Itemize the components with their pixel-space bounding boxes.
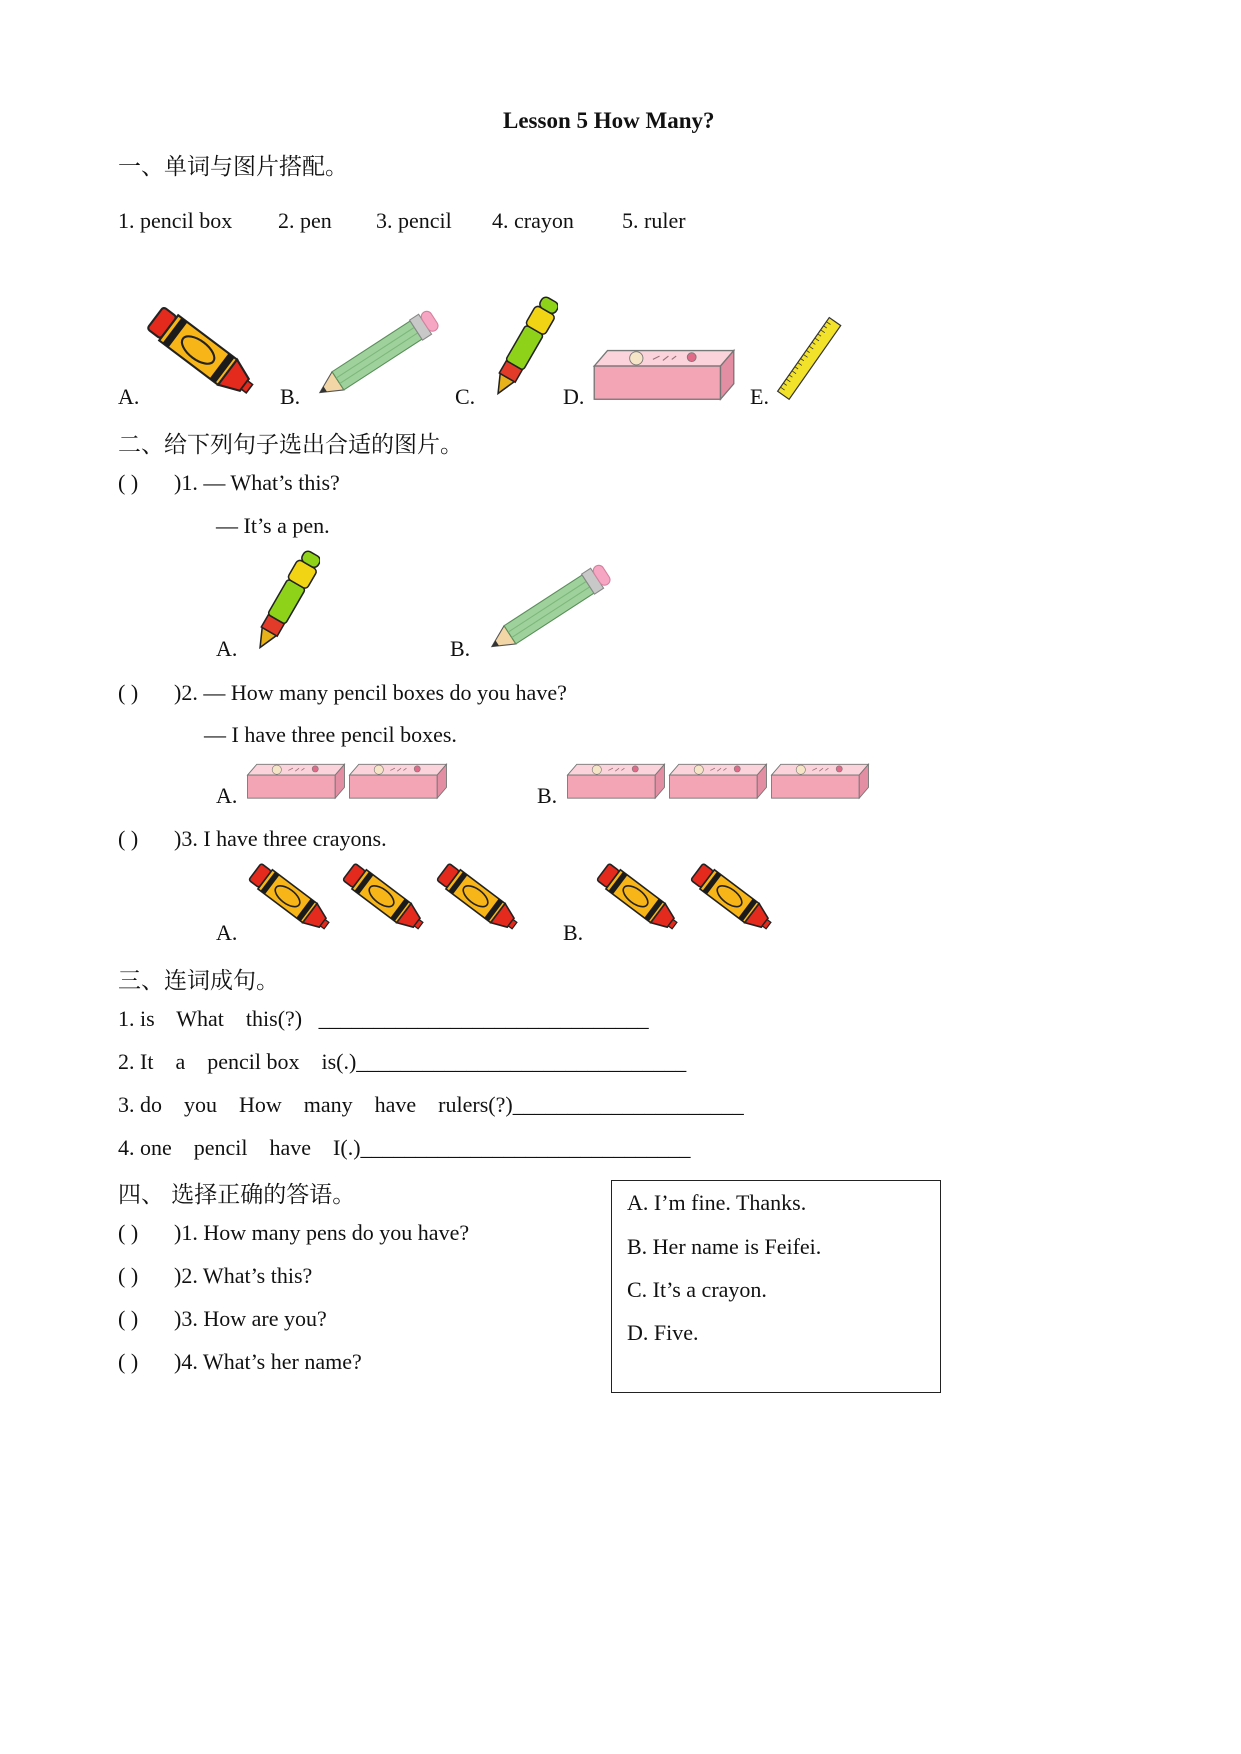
pencil-box-icon (668, 762, 768, 802)
ruler-icon (775, 313, 845, 405)
s4-question-4: )4. What’s her name? (174, 1349, 362, 1374)
q1-label-b: B. (450, 636, 471, 661)
option-label-b: B. (280, 384, 301, 409)
q3-answer-blank[interactable]: ( ) (118, 826, 139, 851)
crayon-icon (686, 862, 782, 938)
s4-answer-blank-3[interactable]: ( ) (118, 1306, 139, 1331)
word-2: 2. pen (278, 208, 332, 233)
s4-question-2: )2. What’s this? (174, 1263, 313, 1288)
crayon-icon (432, 862, 528, 938)
crayon-icon (338, 862, 434, 938)
reorder-item-3[interactable]: 3. do you How many have rulers(?)_____________________ (118, 1092, 744, 1117)
pencil-box-icon (348, 762, 448, 802)
option-label-d: D. (563, 384, 585, 409)
section1-heading: 一、单词与图片搭配。 (118, 154, 348, 180)
word-4: 4. crayon (492, 208, 574, 233)
q3-label-b: B. (563, 920, 584, 945)
answer-option-a: A. I’m fine. Thanks. (627, 1190, 807, 1215)
reorder-item-2[interactable]: 2. It a pencil box is(.)______________________________ (118, 1049, 687, 1074)
pencil-box-icon (566, 762, 666, 802)
option-label-c: C. (455, 384, 476, 409)
pen-icon (486, 296, 558, 408)
q2-answer: — I have three pencil boxes. (204, 722, 457, 747)
word-1: 1. pencil box (118, 208, 233, 233)
q3-label-a: A. (216, 920, 238, 945)
s4-answer-blank-4[interactable]: ( ) (118, 1349, 139, 1374)
option-label-e: E. (750, 384, 769, 409)
s4-answer-blank-2[interactable]: ( ) (118, 1263, 139, 1288)
word-3: 3. pencil (376, 208, 452, 233)
pencil-box-icon (770, 762, 870, 802)
crayon-icon (244, 862, 340, 938)
section2-heading: 二、给下列句子选出合适的图片。 (118, 432, 463, 458)
s4-question-3: )3. How are you? (174, 1306, 327, 1331)
option-label-a: A. (118, 384, 140, 409)
q2-question: )2. — How many pencil boxes do you have? (174, 680, 567, 705)
q1-question: )1. — What’s this? (174, 470, 340, 495)
pencil-box-icon (246, 762, 346, 802)
pencil-icon (306, 310, 448, 402)
q1-answer-blank[interactable]: ( ) (118, 470, 139, 495)
word-5: 5. ruler (622, 208, 686, 233)
answer-option-c: C. It’s a crayon. (627, 1277, 767, 1302)
section4-heading: 四、 选择正确的答语。 (118, 1182, 356, 1208)
reorder-item-4[interactable]: 4. one pencil have I(.)______________________________ (118, 1135, 691, 1160)
q3-question: )3. I have three crayons. (174, 826, 387, 851)
q1-answer: — It’s a pen. (216, 513, 330, 538)
pen-icon (248, 550, 320, 662)
s4-question-1: )1. How many pens do you have? (174, 1220, 470, 1245)
q2-label-b: B. (537, 783, 558, 808)
pencil-icon (478, 564, 620, 656)
pencil-box-icon (592, 348, 736, 404)
answer-option-b: B. Her name is Feifei. (627, 1234, 822, 1259)
s4-answer-blank-1[interactable]: ( ) (118, 1220, 139, 1245)
page-title: Lesson 5 How Many? (503, 108, 715, 133)
reorder-item-1[interactable]: 1. is What this(?) ______________________________ (118, 1006, 649, 1031)
q1-label-a: A. (216, 636, 238, 661)
crayon-icon (592, 862, 688, 938)
q2-label-a: A. (216, 783, 238, 808)
section3-heading: 三、连词成句。 (118, 968, 279, 994)
answer-option-d: D. Five. (627, 1320, 699, 1345)
q2-answer-blank[interactable]: ( ) (118, 680, 139, 705)
crayon-icon (140, 305, 268, 405)
